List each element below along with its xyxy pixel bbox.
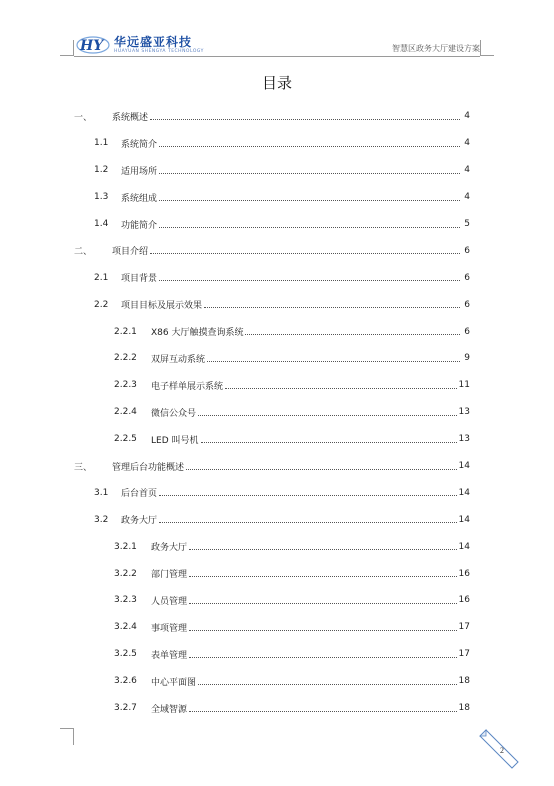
toc-entry-page: 18 [458, 676, 470, 687]
toc-entry-title: 政务大厅 [151, 543, 188, 554]
toc-entry-title: 后台首页 [121, 489, 158, 500]
toc-entry[interactable] [74, 533, 470, 560]
toc-entry-page: 17 [458, 622, 470, 633]
toc-entry-number: 2.1 [94, 272, 109, 283]
toc-entry[interactable] [74, 614, 470, 641]
toc-leader-dots [207, 361, 460, 362]
toc-leader-dots [189, 657, 457, 658]
toc-entry-page: 14 [458, 487, 470, 498]
toc-entry[interactable] [74, 237, 470, 264]
toc-entry-title: 表单管理 [151, 650, 188, 661]
toc-entry[interactable] [74, 184, 470, 211]
toc-leader-dots [159, 495, 457, 496]
toc-entry-title: 全域智源 [151, 704, 188, 715]
toc-entry-number: 1.3 [94, 192, 109, 203]
toc-entry-title: 双屏互动系统 [151, 354, 206, 365]
toc-leader-dots [159, 227, 460, 228]
toc-entry-page: 16 [458, 568, 470, 579]
toc-heading: 目录 [261, 74, 292, 92]
toc-leader-dots [189, 711, 457, 712]
toc-entry-title: 系统概述 [112, 112, 149, 123]
toc-entry-title: X86 大厅触摸查询系统 [151, 328, 244, 339]
toc-entry[interactable] [74, 695, 470, 722]
toc-leader-dots [189, 630, 457, 631]
toc-entry[interactable] [74, 399, 470, 426]
toc-entry-page: 18 [458, 703, 470, 714]
toc-entry-title: 项目目标及展示效果 [121, 301, 203, 312]
toc-entry-page: 16 [458, 595, 470, 606]
toc-entry-number: 二、 [74, 247, 93, 258]
toc-entry-page: 13 [458, 407, 470, 418]
toc-leader-dots [186, 469, 457, 470]
toc-entry-number: 2.2 [94, 299, 109, 310]
toc-entry-title: 中心平面图 [151, 677, 197, 688]
toc-entry-number: 3.2.2 [114, 568, 137, 579]
toc-entry[interactable] [74, 103, 470, 130]
toc-entry-page: 6 [464, 326, 470, 337]
toc-entry[interactable] [74, 345, 470, 372]
toc-entry[interactable] [74, 479, 470, 506]
toc-entry-page: 6 [464, 299, 470, 310]
toc-entry-page: 4 [464, 138, 470, 149]
toc-entry-number: 2.2.4 [114, 407, 137, 418]
toc-entry-number: 2.2.1 [114, 326, 137, 337]
toc-entry[interactable] [74, 426, 470, 453]
page-corner-icon [478, 728, 522, 770]
toc-entry-title: 项目介绍 [112, 247, 149, 258]
toc-leader-dots [159, 522, 457, 523]
toc-entry-number: 三、 [74, 462, 93, 473]
toc-leader-dots [159, 173, 460, 174]
toc-entry[interactable] [74, 587, 470, 614]
toc-entry-number: 3.2.7 [114, 703, 137, 714]
toc-entry[interactable] [74, 318, 470, 345]
toc-entry-page: 14 [458, 514, 470, 525]
toc-entry-number: 1.2 [94, 165, 109, 176]
logo-english-name: HUAYUAN SHENGYA TECHNOLOGY [114, 49, 204, 54]
toc-entry-title: 部门管理 [151, 570, 188, 581]
toc-leader-dots [159, 200, 460, 201]
toc-entry-title: 功能简介 [121, 220, 158, 231]
hy-logo-icon [76, 34, 110, 56]
toc-entry-number: 3.2.4 [114, 622, 137, 633]
toc-leader-dots [189, 576, 457, 577]
table-of-contents [74, 103, 470, 721]
toc-entry[interactable] [74, 157, 470, 184]
toc-entry-title: 管理后台功能概述 [112, 462, 185, 473]
toc-entry-page: 14 [458, 541, 470, 552]
toc-entry-page: 5 [464, 219, 470, 229]
toc-entry-number: 3.2 [94, 514, 109, 525]
toc-entry-page: 14 [458, 461, 470, 472]
toc-entry-number: 2.2.3 [114, 380, 137, 391]
toc-entry-title: 项目背景 [121, 274, 158, 285]
toc-entry-page: 4 [464, 192, 470, 203]
toc-leader-dots [189, 603, 457, 604]
toc-entry-page: 6 [464, 272, 470, 283]
toc-entry-number: 3.2.3 [114, 595, 137, 606]
toc-entry-number: 3.1 [94, 487, 109, 498]
toc-entry-page: 4 [464, 165, 470, 176]
toc-leader-dots [150, 253, 460, 254]
toc-entry-number: 1.4 [94, 219, 109, 229]
toc-entry-title: 人员管理 [151, 596, 188, 607]
crop-mark-bottom-left [60, 728, 74, 745]
crop-mark-top-right [480, 40, 494, 56]
toc-leader-dots [159, 146, 460, 147]
toc-entry[interactable] [74, 560, 470, 587]
toc-entry-title: LED 叫号机 [151, 435, 199, 446]
toc-entry-title: 微信公众号 [151, 408, 197, 419]
toc-leader-dots [225, 388, 457, 389]
toc-entry[interactable] [74, 668, 470, 695]
toc-leader-dots [189, 549, 457, 550]
toc-entry[interactable] [74, 641, 470, 668]
toc-entry-title: 电子样单展示系统 [151, 381, 224, 392]
toc-leader-dots [198, 684, 457, 685]
toc-entry-page: 9 [464, 353, 470, 364]
toc-entry-number: 2.2.5 [114, 434, 137, 445]
crop-mark-top-left [60, 40, 74, 56]
toc-entry-page: 13 [458, 434, 470, 445]
page-number: 2 [500, 746, 504, 755]
toc-leader-dots [198, 415, 457, 416]
toc-leader-dots [159, 280, 460, 281]
toc-entry[interactable] [74, 291, 470, 318]
toc-entry-number: 2.2.2 [114, 353, 137, 364]
toc-entry-number: 一、 [74, 112, 93, 123]
toc-entry-page: 4 [464, 111, 470, 122]
toc-entry-number: 3.2.1 [114, 541, 137, 552]
toc-entry[interactable] [74, 372, 470, 399]
toc-entry-page: 17 [458, 649, 470, 660]
toc-leader-dots [245, 334, 460, 335]
toc-entry-number: 3.2.6 [114, 676, 137, 687]
toc-entry[interactable] [74, 130, 470, 157]
toc-entry[interactable] [74, 211, 470, 238]
toc-entry[interactable] [74, 506, 470, 533]
toc-entry-page: 6 [464, 245, 470, 256]
toc-entry-page: 11 [458, 380, 470, 391]
logo-chinese-name: 华远盛亚科技 [114, 35, 193, 49]
toc-entry-title: 适用场所 [121, 166, 158, 177]
toc-entry-title: 政务大厅 [121, 516, 158, 527]
header-divider [74, 56, 480, 57]
logo-mark-text: HY [80, 38, 104, 54]
toc-entry-number: 1.1 [94, 138, 109, 149]
toc-entry-title: 系统简介 [121, 139, 158, 150]
toc-entry-number: 3.2.5 [114, 649, 137, 660]
toc-entry-title: 系统组成 [121, 193, 158, 204]
document-title: 智慧区政务大厅建设方案 [392, 44, 480, 53]
toc-entry-title: 事项管理 [151, 623, 188, 634]
toc-leader-dots [150, 119, 460, 120]
toc-leader-dots [201, 442, 457, 443]
toc-entry[interactable] [74, 453, 470, 480]
toc-leader-dots [204, 307, 460, 308]
toc-entry[interactable] [74, 264, 470, 291]
